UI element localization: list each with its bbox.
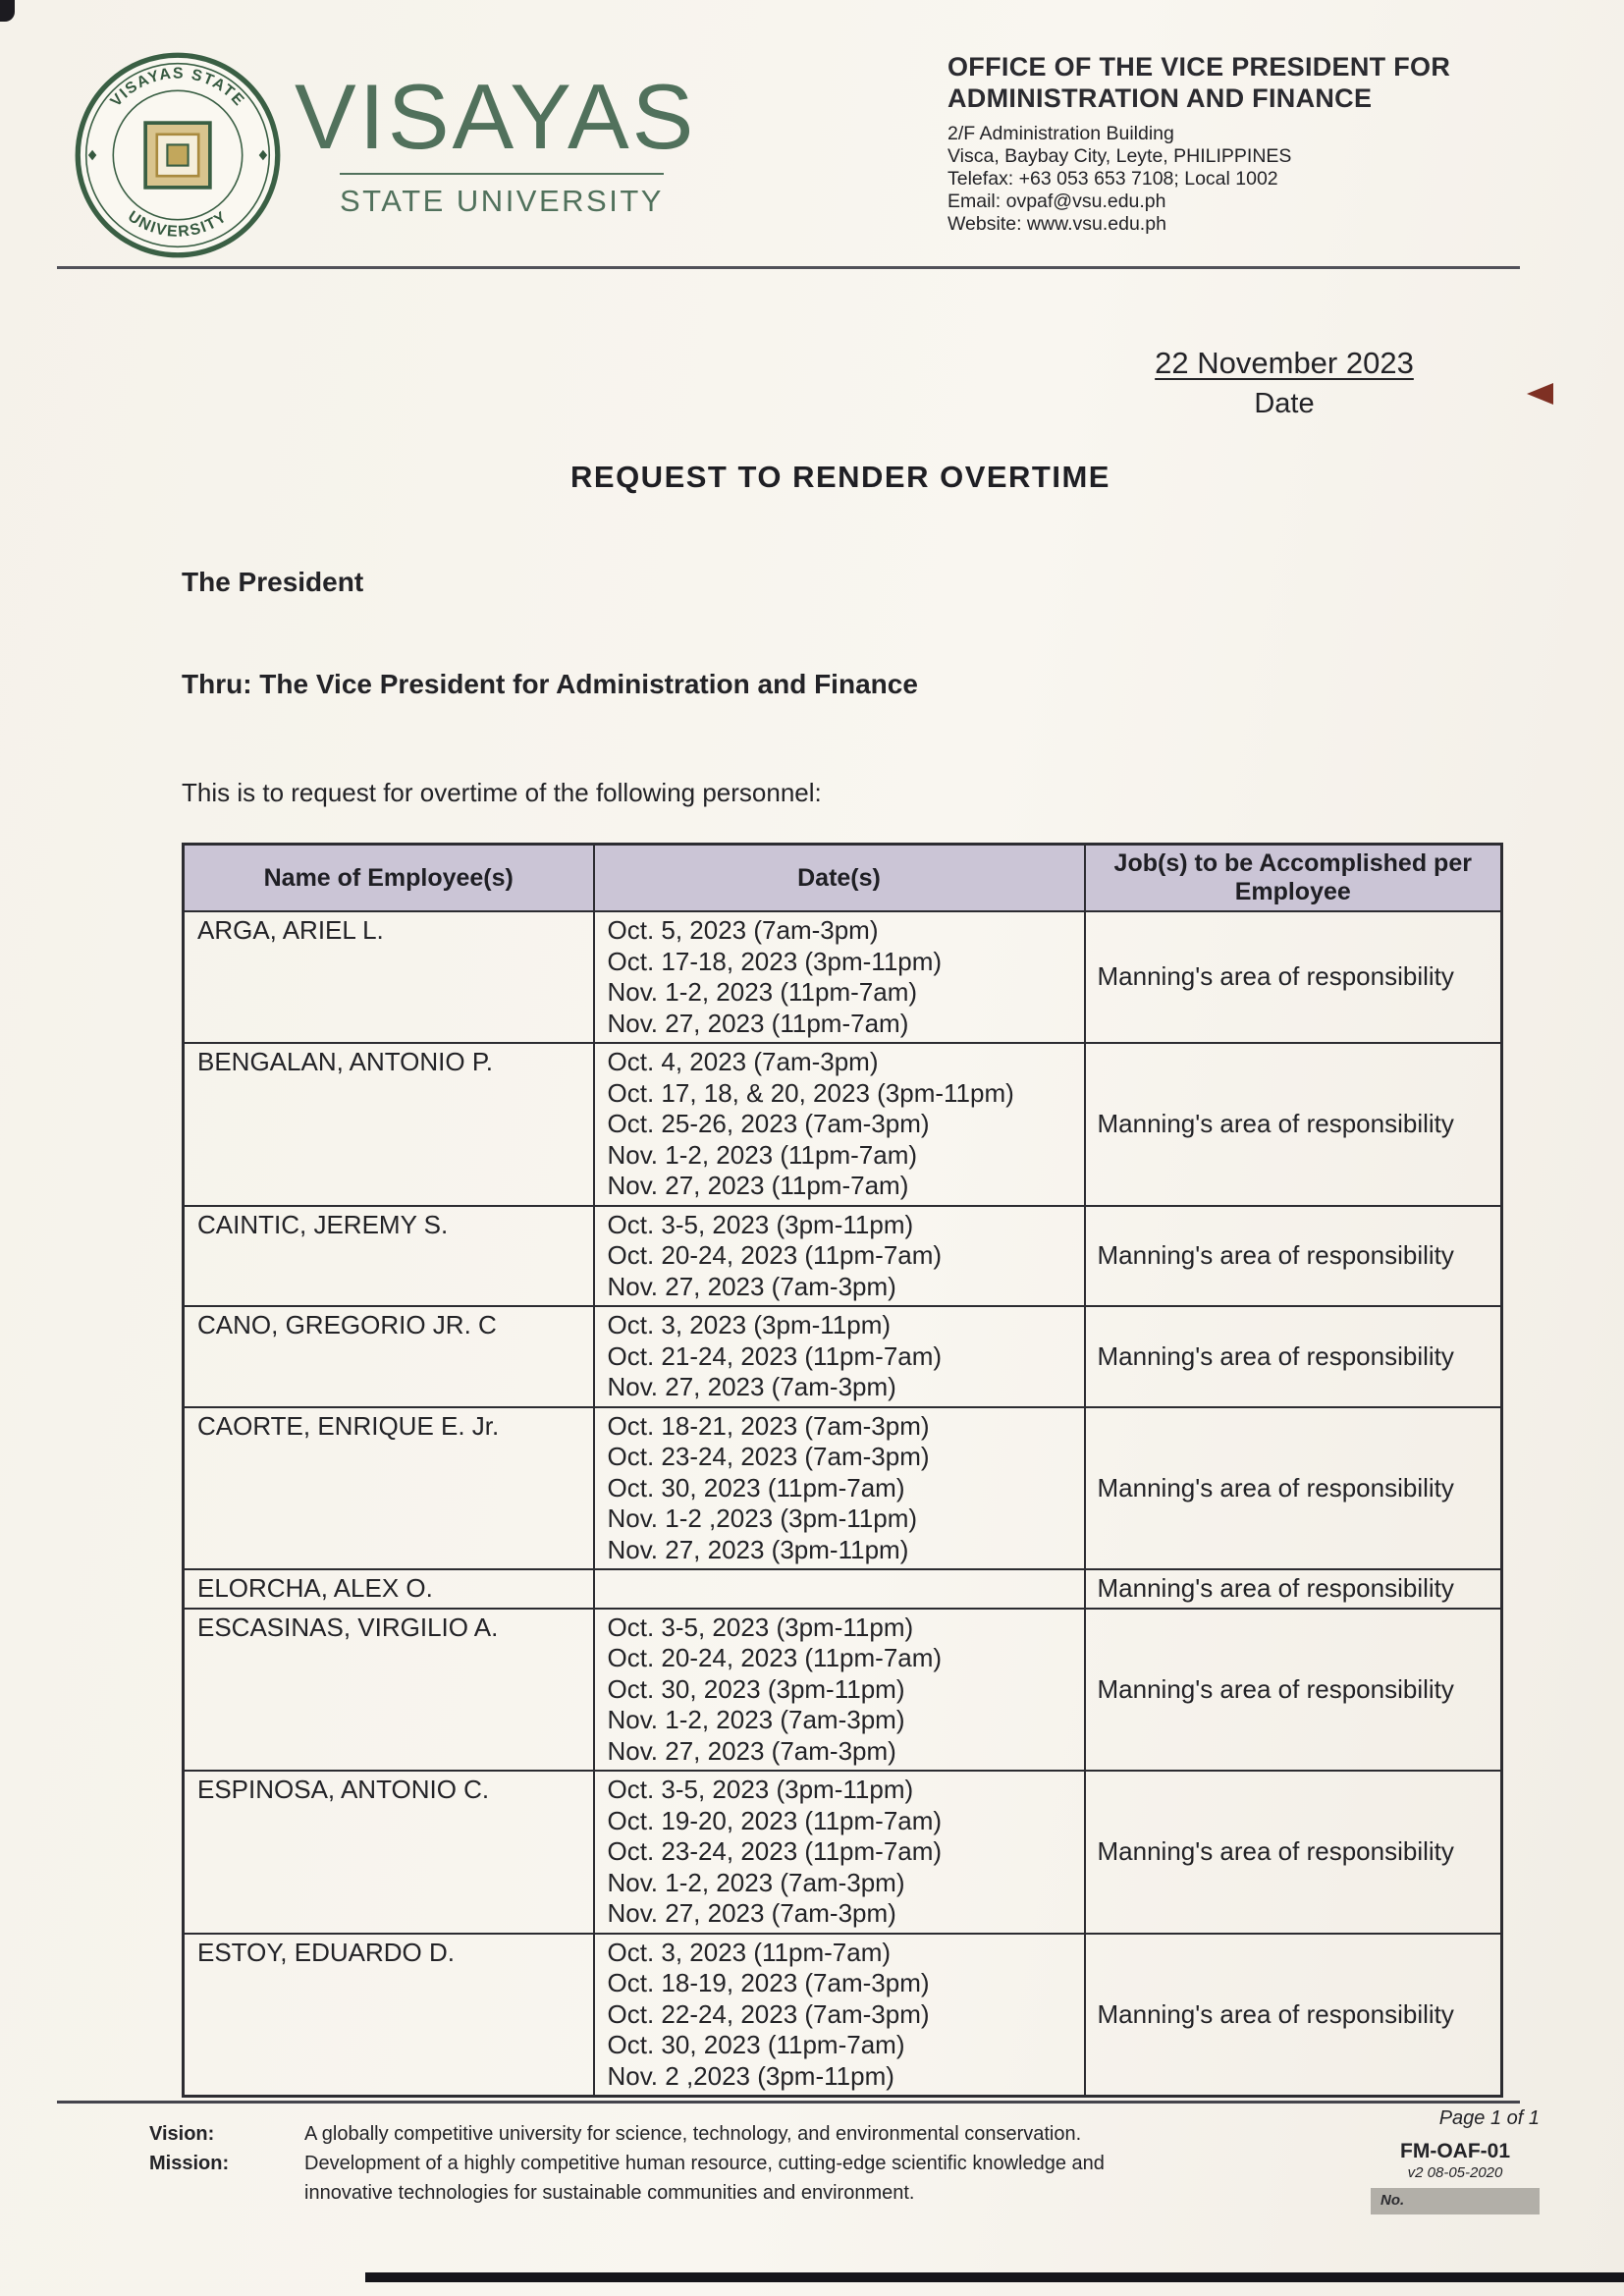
office-title-line2: ADMINISTRATION AND FINANCE <box>947 83 1373 114</box>
overtime-table <box>182 843 1503 2098</box>
employee-name-cell: BENGALAN, ANTONIO P. <box>184 1043 594 1206</box>
employee-job-cell: Manning's area of responsibility <box>1085 1934 1502 2097</box>
table-row <box>184 1206 1502 1307</box>
recipient-line: The President <box>182 567 364 597</box>
table-row <box>184 1934 1502 2097</box>
vision-mission-block <box>149 2119 1180 2208</box>
employee-dates-cell <box>594 1934 1085 2097</box>
employee-dates-cell <box>594 1306 1085 1407</box>
date-line: Oct. 20-24, 2023 (11pm-7am) <box>607 1240 943 1270</box>
date-line: Nov. 2 ,2023 (3pm-11pm) <box>607 2060 894 2091</box>
employee-name-cell: CANO, GREGORIO JR. C <box>184 1306 594 1407</box>
date-line: Oct. 20-24, 2023 (11pm-7am) <box>607 1643 943 1672</box>
employee-job-cell: Manning's area of responsibility <box>1085 1043 1502 1206</box>
date-line: Nov. 1-2, 2023 (7am-3pm) <box>607 1867 905 1897</box>
employee-job-cell: Manning's area of responsibility <box>1085 1407 1502 1570</box>
employee-job-cell: Manning's area of responsibility <box>1085 911 1502 1043</box>
table-row <box>184 1609 1502 1772</box>
date-line: Oct. 17, 18, & 20, 2023 (3pm-11pm) <box>607 1077 1014 1108</box>
date-label: Date <box>1254 388 1315 419</box>
employee-job-cell: Manning's area of responsibility <box>1085 1609 1502 1772</box>
date-line: Nov. 27, 2023 (7am-3pm) <box>607 1372 896 1401</box>
vision-text: A globally competitive university for science, technology, and environmental conservation. <box>304 2123 1082 2145</box>
thru-line: Thru: The Vice President for Administration and Finance <box>182 669 918 699</box>
date-line: Oct. 3-5, 2023 (3pm-11pm) <box>607 1775 914 1804</box>
employee-name-cell: CAINTIC, JEREMY S. <box>184 1206 594 1307</box>
employee-dates-cell <box>594 1206 1085 1307</box>
date-line: Nov. 27, 2023 (11pm-7am) <box>607 1008 909 1038</box>
date-line: Oct. 23-24, 2023 (7am-3pm) <box>607 1442 930 1471</box>
office-address-line: 2/F Administration Building <box>947 122 1174 144</box>
overtime-table-wrap <box>182 843 1500 2098</box>
table-row <box>184 1569 1502 1609</box>
table-row <box>184 1407 1502 1570</box>
employee-dates-cell <box>594 1043 1085 1206</box>
employee-name-cell: ESPINOSA, ANTONIO C. <box>184 1771 594 1934</box>
date-value: 22 November 2023 <box>1155 346 1414 380</box>
date-line: Oct. 23-24, 2023 (11pm-7am) <box>607 1836 943 1866</box>
table-row <box>184 1043 1502 1206</box>
date-line: Nov. 27, 2023 (7am-3pm) <box>607 1735 896 1766</box>
page-number: Page 1 of 1 <box>1438 2107 1540 2129</box>
date-line: Oct. 3-5, 2023 (3pm-11pm) <box>607 1612 914 1642</box>
table-row <box>184 911 1502 1043</box>
date-line: Oct. 17-18, 2023 (3pm-11pm) <box>607 946 943 976</box>
form-info-block <box>1371 2107 1540 2214</box>
office-website-line: Website: www.vsu.edu.ph <box>947 212 1166 235</box>
date-line: Nov. 27, 2023 (3pm-11pm) <box>607 1534 909 1564</box>
employee-name-cell: ELORCHA, ALEX O. <box>184 1569 594 1609</box>
date-line: Oct. 18-19, 2023 (7am-3pm) <box>607 1968 930 1997</box>
col-header-jobs: Job(s) to be Accomplished per Employee <box>1085 845 1502 912</box>
date-line: Oct. 30, 2023 (3pm-11pm) <box>607 1673 905 1704</box>
col-header-dates: Date(s) <box>594 845 1085 912</box>
office-address-line: Visca, Baybay City, Leyte, PHILIPPINES <box>947 144 1292 167</box>
date-line: Oct. 4, 2023 (7am-3pm) <box>607 1047 879 1076</box>
no-field <box>1371 2188 1540 2214</box>
table-row <box>184 1306 1502 1407</box>
header-divider <box>57 266 1520 269</box>
employee-name-cell: ARGA, ARIEL L. <box>184 911 594 1043</box>
table-header-row <box>184 845 1502 912</box>
scan-edge-artifact <box>365 2272 1624 2282</box>
employee-job-cell: Manning's area of responsibility <box>1085 1771 1502 1934</box>
vision-label: Vision: <box>149 2123 215 2145</box>
document-title: REQUEST TO RENDER OVERTIME <box>570 460 1110 494</box>
form-version: v2 08-05-2020 <box>1407 2164 1503 2181</box>
employee-job-cell: Manning's area of responsibility <box>1085 1569 1502 1609</box>
university-subtitle: STATE UNIVERSITY <box>340 173 664 219</box>
date-line: Oct. 30, 2023 (11pm-7am) <box>607 2030 905 2059</box>
col-header-name: Name of Employee(s) <box>184 845 594 912</box>
intro-line: This is to request for overtime of the following personnel: <box>182 778 822 807</box>
date-line: Nov. 1-2 ,2023 (3pm-11pm) <box>607 1503 918 1533</box>
table-row <box>184 1771 1502 1934</box>
margin-arrow-mark <box>1527 383 1553 405</box>
office-telefax-line: Telefax: +63 053 653 7108; Local 1002 <box>947 167 1278 190</box>
date-line: Oct. 3, 2023 (3pm-11pm) <box>607 1310 892 1339</box>
date-line: Nov. 1-2, 2023 (11pm-7am) <box>607 977 918 1007</box>
office-email-line: Email: ovpaf@vsu.edu.ph <box>947 190 1166 212</box>
date-line: Oct. 22-24, 2023 (7am-3pm) <box>607 1998 930 2029</box>
no-label: No. <box>1380 2192 1405 2209</box>
date-line: Nov. 1-2, 2023 (11pm-7am) <box>607 1139 918 1170</box>
office-title-line1: OFFICE OF THE VICE PRESIDENT FOR <box>947 52 1451 82</box>
date-line: Nov. 27, 2023 (11pm-7am) <box>607 1171 909 1200</box>
employee-job-cell: Manning's area of responsibility <box>1085 1206 1502 1307</box>
employee-name-cell: ESTOY, EDUARDO D. <box>184 1934 594 2097</box>
date-line: Oct. 3-5, 2023 (3pm-11pm) <box>607 1209 914 1239</box>
employee-name-cell: CAORTE, ENRIQUE E. Jr. <box>184 1407 594 1570</box>
date-line: Nov. 27, 2023 (7am-3pm) <box>607 1898 896 1928</box>
employee-job-cell: Manning's area of responsibility <box>1085 1306 1502 1407</box>
employee-dates-cell <box>594 1569 1085 1609</box>
mission-text: Development of a highly competitive human resource, cutting-edge scientific knowledge and innovative technologies for sustainable communities and environment. <box>304 2153 1105 2204</box>
date-line: Oct. 18-21, 2023 (7am-3pm) <box>607 1410 930 1441</box>
employee-dates-cell <box>594 1771 1085 1934</box>
date-line: Oct. 21-24, 2023 (11pm-7am) <box>607 1340 943 1371</box>
footer-divider <box>57 2101 1520 2104</box>
employee-name-cell: ESCASINAS, VIRGILIO A. <box>184 1609 594 1772</box>
date-line: Oct. 25-26, 2023 (7am-3pm) <box>607 1109 930 1138</box>
date-line: Oct. 30, 2023 (11pm-7am) <box>607 1472 905 1503</box>
date-line: Oct. 19-20, 2023 (11pm-7am) <box>607 1805 943 1835</box>
office-contact-lines <box>947 123 1522 236</box>
scan-corner-artifact <box>0 0 15 22</box>
date-line: Oct. 3, 2023 (11pm-7am) <box>607 1937 892 1967</box>
employee-dates-cell <box>594 911 1085 1043</box>
form-code: FM-OAF-01 <box>1400 2140 1510 2162</box>
office-address-block <box>947 51 1522 236</box>
university-seal-icon <box>74 51 282 259</box>
date-line: Nov. 1-2, 2023 (7am-3pm) <box>607 1705 905 1734</box>
seal-top-text: VISAYAS STATE <box>107 65 248 111</box>
employee-dates-cell <box>594 1609 1085 1772</box>
date-line: Nov. 27, 2023 (7am-3pm) <box>607 1271 896 1301</box>
employee-dates-cell <box>594 1407 1085 1570</box>
seal-emblem-icon <box>145 123 210 188</box>
university-name: VISAYAS <box>295 65 697 168</box>
date-line: Oct. 5, 2023 (7am-3pm) <box>607 915 879 945</box>
mission-label: Mission: <box>149 2153 230 2174</box>
date-block <box>1137 346 1432 420</box>
seal-bottom-text: UNIVERSITY <box>124 208 232 241</box>
university-wordmark <box>295 65 727 219</box>
